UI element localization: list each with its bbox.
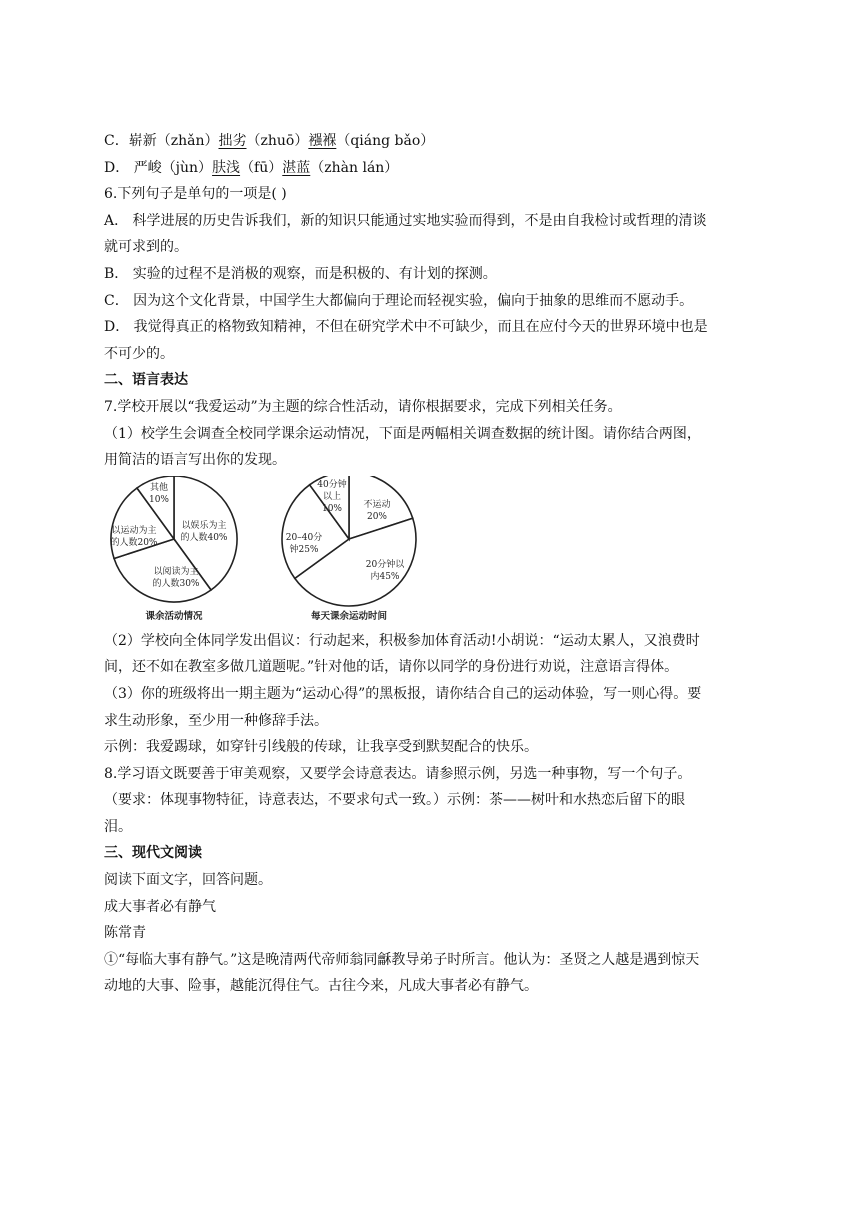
section-heading: 二、语言表达 (104, 372, 188, 389)
q8-line: 8.学习语文既要善于审美观察，又要学会诗意表达。请参照示例，另选一种事物，写一个句子。 (104, 765, 692, 782)
chart-title: 课余活动情况 (145, 610, 203, 622)
underlined-word: 拙劣 (218, 133, 247, 149)
article-author: 陈常青 (104, 925, 146, 942)
pinyin: （qiáng bǎo） (336, 133, 435, 149)
slice-label: 40分钟以上 10% (317, 479, 347, 514)
q5-option-c (104, 128, 756, 155)
q7-part1: （1）校学生会调查全校同学课余运动情况，下面是两幅相关调查数据的统计图。请你结合两图， (104, 425, 701, 442)
reading-instruction: 阅读下面文字，回答问题。 (104, 872, 272, 889)
slice-label: 不运动 20% (363, 499, 391, 522)
slice-label: 以运动为主的人数20% (110, 525, 158, 548)
underlined-word: 肤浅 (212, 159, 241, 176)
option-label: D． (104, 159, 130, 176)
q6-option-a: A． 科学进展的历史告诉我们，新的知识只能通过实地实验而得到，不是由自我检讨或哲理的清谈 (104, 212, 707, 229)
slice-label: 20分钟以内45% (365, 559, 405, 582)
pinyin: （fū） (240, 159, 283, 176)
q7-example: 示例：我爱踢球，如穿针引线般的传球，让我享受到默契配合的快乐。 (104, 739, 538, 756)
option-label: C． (104, 133, 129, 149)
chart-title: 每天课余运动时间 (310, 610, 388, 622)
pie-charts (104, 476, 756, 624)
q7-stem: 7.学校开展以“我爱运动”为主题的综合性活动，请你根据要求，完成下列相关任务。 (104, 398, 622, 415)
q8-line: （要求：体现事物特征，诗意表达，不要求句式一致。）示例：茶——树叶和水热恋后留下的眼 (104, 792, 685, 809)
article-paragraph: ①“每临大事有静气。”这是晚清两代帝师翁同龢教导弟子时所言。他认为：圣贤之人越是遇到惊天 (104, 951, 700, 968)
underlined-word: 湛蓝 (282, 159, 311, 176)
pie-chart (110, 476, 237, 622)
q6-option-b: B． 实验的过程不是消极的观察，而是积极的、有计划的探测。 (104, 265, 497, 282)
q7-part3: （3）你的班级将出一期主题为“运动心得”的黑板报，请你结合自己的运动体验，写一则心得。要 (104, 685, 702, 702)
pinyin: （zhàn lán） (310, 159, 399, 176)
q6-option-c: C． 因为这个文化背景，中国学生大都偏向于理论而轻视实验，偏向于抽象的思维而不愿动手。 (104, 292, 694, 309)
slice-label: 20–40分钟25% (285, 532, 323, 555)
slice-label: 以阅读为主的人数30% (152, 566, 200, 589)
q6-stem: 6.下列句子是单句的一项是( ) (104, 186, 287, 203)
slice-label: 以娱乐为主的人数40% (180, 520, 228, 543)
article-paragraph-cont: 动地的大事、险事，越能沉得住气。古往今来，凡成大事者必有静气。 (104, 978, 538, 995)
q6-option-d: D． 我觉得真正的格物致知精神，不但在研究学术中不可缺少，而且在应付今天的世界环境中也是 (104, 319, 708, 336)
q7-part2: （2）学校向全体同学发出倡议：行动起来，积极参加体育活动!小胡说：“运动太累人，又浪费时 (104, 632, 700, 649)
article-title: 成大事者必有静气 (104, 898, 216, 915)
q7-part1-cont: 用简洁的语言写出你的发现。 (104, 452, 286, 469)
pinyin: （jùn） (161, 159, 213, 176)
word: 严峻 (133, 159, 162, 176)
q5-option-d (104, 155, 756, 182)
q6-option-d-cont: 不可少的。 (104, 345, 174, 362)
q6-option-a-cont: 就可求到的。 (104, 239, 188, 256)
word: 崭新 (128, 133, 157, 149)
section-heading: 三、现代文阅读 (104, 845, 202, 862)
q7-part2-cont: 间，还不如在教室多做几道题呢。”针对他的话，请你以同学的身份进行劝说，注意语言得体。 (104, 659, 679, 676)
q7-part3-cont: 求生动形象，至少用一种修辞手法。 (104, 712, 328, 729)
underlined-word: 襁褓 (308, 133, 337, 149)
document-content (104, 128, 756, 1000)
pinyin: （zhuō） (246, 133, 309, 149)
pinyin: （zhǎn） (156, 133, 219, 149)
pie-chart (282, 476, 416, 622)
pie-charts-svg (104, 476, 464, 624)
slice-label: 其他 10% (148, 482, 170, 505)
q8-line: 泪。 (104, 818, 132, 835)
